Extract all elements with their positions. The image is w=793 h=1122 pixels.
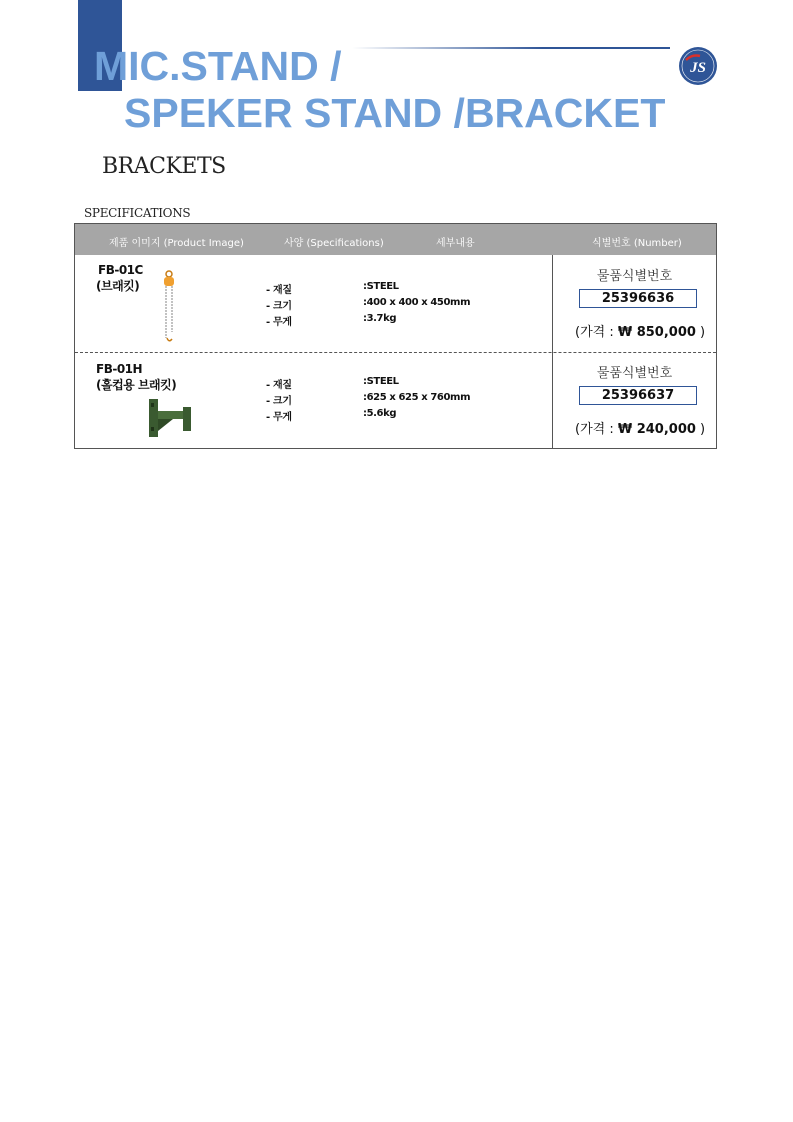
page-title-line2: SPEKER STAND /BRACKET bbox=[124, 90, 666, 136]
spec-label-size: - 크기 bbox=[266, 396, 292, 407]
model-subtitle: (홀컵용 브래킷) bbox=[96, 378, 177, 392]
spec-value-size: :625 x 625 x 760mm bbox=[363, 392, 471, 403]
spec-table bbox=[74, 223, 717, 449]
spec-value-material: :STEEL bbox=[363, 281, 399, 292]
svg-text:JS: JS bbox=[690, 60, 706, 76]
model-subtitle: (브래킷) bbox=[96, 279, 140, 293]
id-number-box: 25396637 bbox=[579, 386, 697, 405]
model-name: FB-01C bbox=[98, 263, 143, 277]
price-suffix: ) bbox=[695, 325, 706, 340]
price bbox=[575, 418, 705, 437]
price bbox=[575, 321, 705, 340]
chain-hoist-icon bbox=[158, 270, 180, 344]
spec-label-weight: - 무게 bbox=[266, 412, 292, 423]
spec-value-material: :STEEL bbox=[363, 376, 399, 387]
spec-label-material: - 재질 bbox=[266, 380, 292, 391]
spec-label-size: - 크기 bbox=[266, 301, 292, 312]
column-header-image: 제품 이미지 (Product Image) bbox=[109, 238, 244, 249]
price-value: ₩ 240,000 bbox=[617, 422, 696, 437]
table-row bbox=[75, 353, 716, 449]
spec-value-size: :400 x 400 x 450mm bbox=[363, 297, 471, 308]
wall-bracket-icon bbox=[143, 397, 195, 439]
specifications-label: SPECIFICATIONS bbox=[84, 206, 191, 220]
js-logo-icon bbox=[678, 46, 718, 86]
id-number-label: 물품식별번호 bbox=[596, 366, 673, 381]
model-name: FB-01H bbox=[96, 362, 143, 376]
column-header-details: 세부내용 bbox=[436, 238, 475, 249]
spec-value-weight: :5.6kg bbox=[363, 408, 397, 419]
page-title-line1: MIC.STAND / bbox=[94, 43, 342, 89]
column-header-number: 식별번호 (Number) bbox=[592, 238, 682, 249]
price-suffix: ) bbox=[695, 422, 706, 437]
price-prefix: (가격 : bbox=[575, 422, 618, 437]
header-rule bbox=[352, 47, 670, 49]
section-title: BRACKETS bbox=[102, 154, 226, 179]
column-header-specs: 사양 (Specifications) bbox=[284, 238, 384, 249]
spec-label-material: - 재질 bbox=[266, 285, 292, 296]
table-row bbox=[75, 256, 716, 352]
spec-value-weight: :3.7kg bbox=[363, 313, 397, 324]
id-number-box: 25396636 bbox=[579, 289, 697, 308]
table-header bbox=[75, 224, 716, 255]
price-value: ₩ 850,000 bbox=[617, 325, 696, 340]
id-number-label: 물품식별번호 bbox=[596, 269, 673, 284]
spec-label-weight: - 무게 bbox=[266, 317, 292, 328]
price-prefix: (가격 : bbox=[575, 325, 618, 340]
